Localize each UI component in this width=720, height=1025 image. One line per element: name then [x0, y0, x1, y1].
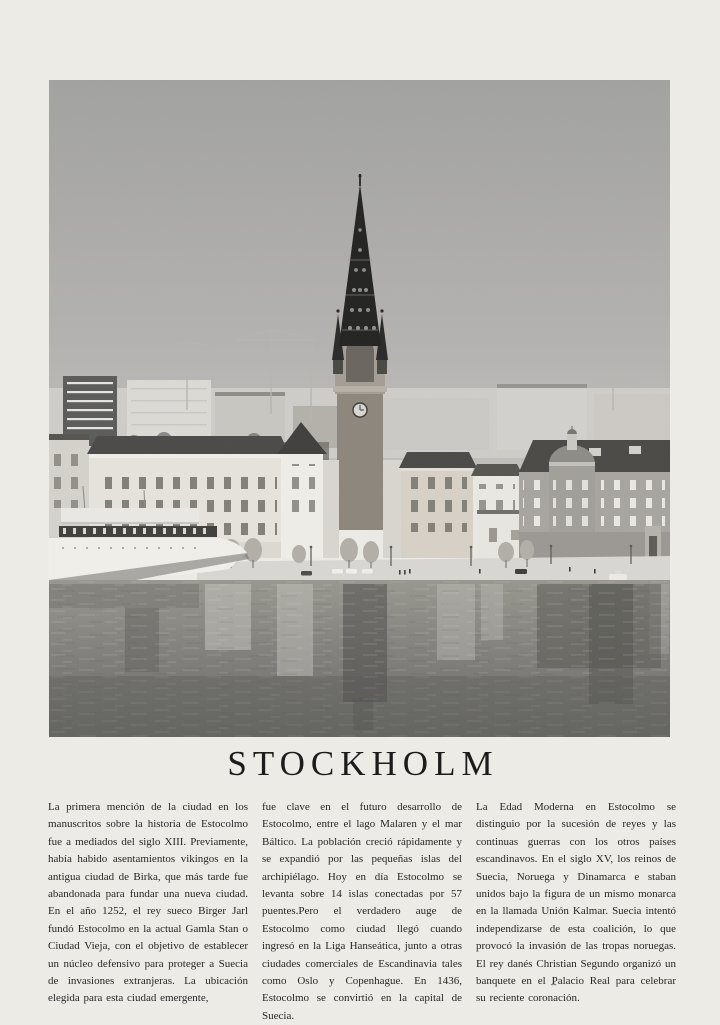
- stockholm-photo-art: [49, 80, 670, 737]
- body-text-columns: [48, 799, 676, 1025]
- text-column-3: La Edad Moderna en Estocolmo se distinguio por la sucesión de reyes y las continuas guerras con los otros países escandinavos. En el siglo XV, los reinos de Suecia, Noruega y Dinamarca e staban unidos bajo la figura de un mismo monarca en la llamada Unión Kalmar. Suecia intentó independizarse de esta coalición, lo que provocó la invasión de las tropas noruegas. El rey danés Christian Segundo organizó un banquete en el P̲alacio Real para celebrar su reciente coronación.: [476, 801, 676, 1005]
- poster-title: STOCKHOLM: [227, 744, 499, 783]
- film-grain: [49, 80, 670, 737]
- text-column-1: La primera mención de la ciudad en los manuscritos sobre la historia de Estocolmo fue a mediados del siglo XIII. Previamente, había habido asentamientos vikingos en la antigua ciudad de Birka, que más tarde fue abandonada para fundar una nueva ciudad. En el año 1252, el rey sueco Birger Jarl fundó Estocolmo en la actual Gamla Stan o Ciudad Vieja, con el objetivo de establecer un núcleo defensivo para proteger a Suecia de invasiones extranjeras. La ubicación elegida para esta ciudad emergente,: [48, 801, 248, 1005]
- stockholm-photo: [49, 80, 670, 737]
- text-column-2: fue clave en el futuro desarrollo de Estocolmo, entre el lago Malaren y el mar Báltico. La población creció rápidamente y se expandió por las pequeñas islas del archipiélago. Hoy en día Estocolmo se levanta sobre 14 islas conectadas por 57 puentes.Pero el verdadero auge de Estocolmo como ciudad llegó cuando ingresó en la Liga Hanseática, junto a otras ciudades comerciales de Escandinavia tales como Oslo y Copenhague. En 1436, Estocolmo se convirtió en la capital de Suecia.: [262, 801, 462, 1022]
